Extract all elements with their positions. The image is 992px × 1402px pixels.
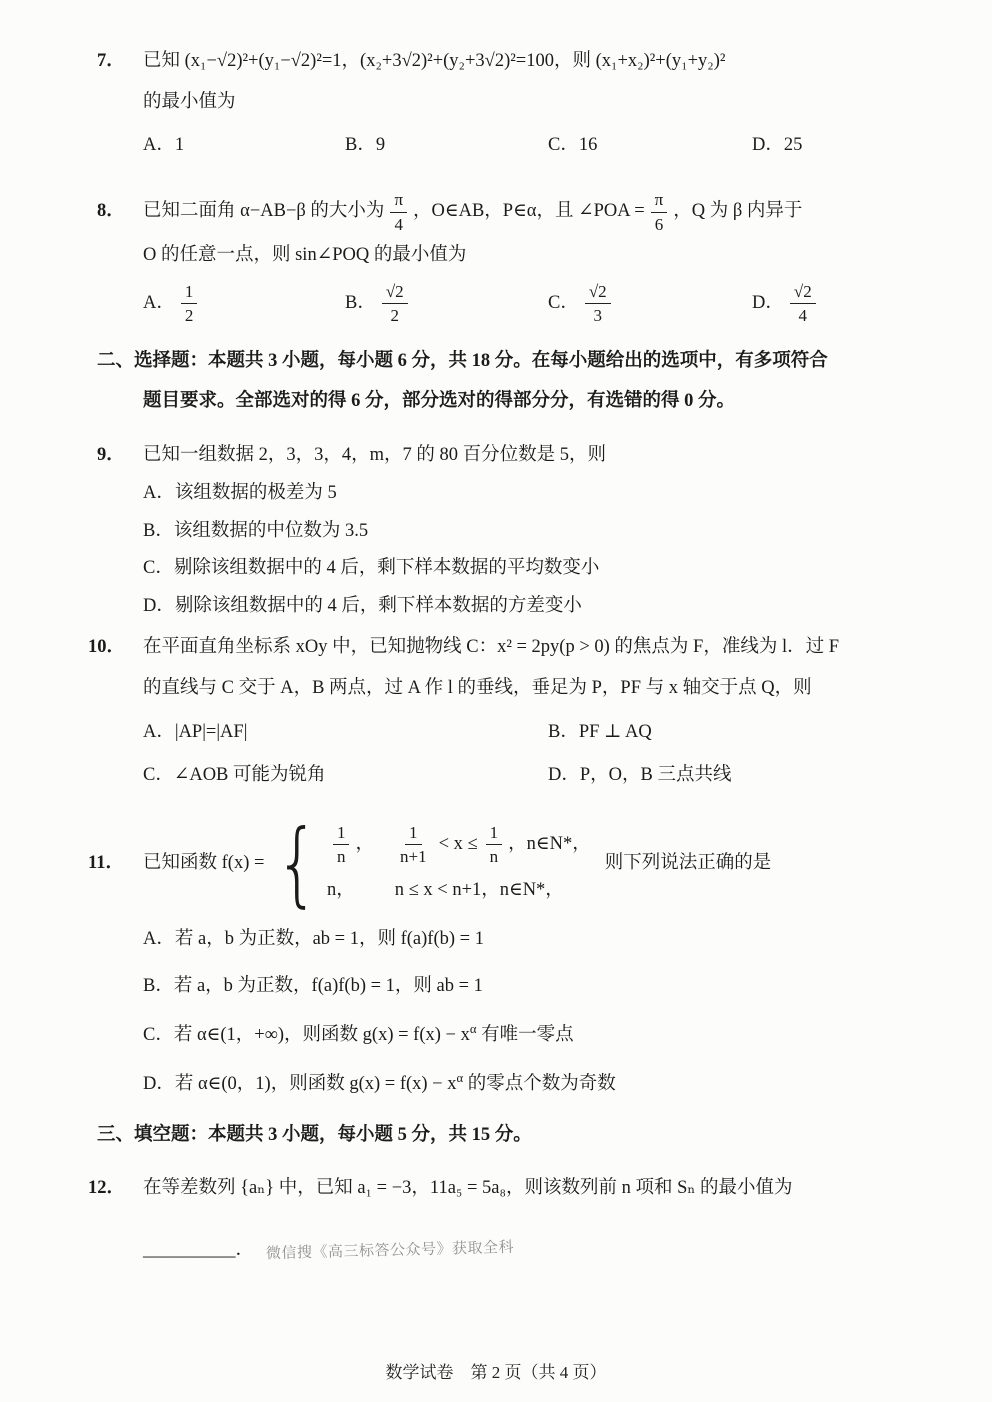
question-7-option-a: A．1	[143, 134, 185, 155]
question-7	[97, 48, 927, 159]
fraction-1-over-n-2: $\frac{1}{n}$	[486, 823, 503, 867]
question-9-number: 9．	[97, 445, 125, 465]
question-11	[88, 810, 928, 1099]
question-11-intro: 已知函数 f(x) =	[143, 852, 265, 873]
question-9-option-a: A．该组数据的极差为 5	[143, 482, 337, 503]
question-8	[97, 190, 927, 326]
question-9-option-d: D．剔除该组数据中的 4 后，剩下样本数据的方差变小	[143, 596, 582, 616]
question-11-option-a: A．若 a，b 为正数，ab = 1，则 f(a)f(b) = 1	[143, 929, 484, 950]
question-8-stem-part1: 已知二面角 α−AB−β 的大小为	[143, 201, 385, 222]
page-footer: 数学试卷 第 2 页（共 4 页）	[385, 1363, 607, 1382]
question-11-after-text: 则下列说法正确的是	[604, 852, 772, 873]
question-11-option-b: B．若 a，b 为正数，f(a)f(b) = 1，则 ab = 1	[143, 976, 483, 997]
question-8-option-b: B． $\frac{√2}{2}$	[345, 282, 548, 326]
question-8-stem-part2: ，O∈AB，P∈α，且 ∠POA =	[413, 201, 645, 222]
piecewise-brace: {	[275, 810, 320, 917]
fraction-option-c: $\frac{√2}{3}$	[585, 282, 611, 326]
question-8-option-c: C． $\frac{√2}{3}$	[548, 282, 752, 326]
answer-blank: __________．	[143, 1239, 255, 1260]
fraction-pi-over-6: $\frac{\pi}{6}$	[651, 190, 668, 234]
question-10-option-a: A．|AP|=|AF|	[143, 721, 248, 742]
question-12-number: 12．	[88, 1178, 126, 1198]
piecewise-definition	[327, 823, 591, 905]
fraction-1-over-n: $\frac{1}{n}$	[333, 823, 350, 867]
question-10-option-c: C．∠AOB 可能为锐角	[143, 765, 326, 786]
fraction-option-d: $\frac{√2}{4}$	[790, 282, 816, 326]
question-9	[97, 442, 927, 621]
question-8-option-a: A． $\frac{1}{2}$	[143, 282, 345, 326]
fraction-1-over-n-plus-1: $\frac{1}{n+1}$	[399, 822, 427, 867]
question-8-stem-part3: ，Q 为 β 内异于	[673, 201, 803, 222]
question-10-stem-line1: 在平面直角坐标系 xOy 中，已知抛物线 C：x² = 2py(p > 0) 的焦点为 F，准线为 l．过 F	[143, 637, 840, 657]
watermark-text: 微信搜《高三标答公众号》获取全科	[265, 1239, 515, 1262]
section-3-header-line1: 三、填空题：本题共 3 小题，每小题 5 分，共 15 分。	[97, 1125, 532, 1145]
question-11-option-c: C．若 α∈(1，+∞)，则函数 $g(x) = f(x) - x^\alpha$ 有唯一零点	[143, 1021, 574, 1046]
question-9-option-b: B．该组数据的中位数为 3.5	[143, 520, 369, 541]
question-8-stem-line2: O 的任意一点，则 sin∠POQ 的最小值为	[143, 245, 467, 266]
question-12-stem: 在等差数列 {aₙ} 中，已知 a₁ = −3，11a₅ = 5a₈，则该数列前 n 项和 Sₙ 的最小值为	[143, 1178, 793, 1198]
alpha-superscript: α	[456, 1070, 464, 1085]
question-9-stem: 已知一组数据 2，3，3，4，m，7 的 80 百分位数是 5，则	[143, 445, 607, 465]
question-10-stem-line2: 的直线与 C 交于 A，B 两点，过 A 作 l 的垂线，垂足为 P，PF 与 x 轴交于点 Q，则	[143, 677, 812, 698]
alpha-superscript: α	[469, 1021, 477, 1036]
piecewise-case-1: $\frac{1}{n}$ ， $\frac{1}{n+1}$ < x ≤ $\frac{1}{n}$ ，n∈N*，	[327, 823, 591, 867]
section-2-header-line1: 二、选择题：本题共 3 小题，每小题 6 分，共 18 分。在每小题给出的选项中，有多项符合	[97, 351, 828, 371]
question-10-number: 10．	[88, 637, 126, 657]
question-11-number: 11．	[88, 852, 124, 873]
question-10-option-b: B．PF ⊥ AQ	[548, 721, 652, 742]
question-10-option-d: D．P，O，B 三点共线	[548, 765, 732, 786]
question-7-option-b: B．9	[345, 134, 386, 155]
question-7-stem-line2: 的最小值为	[143, 91, 236, 112]
question-11-option-d: D．若 α∈(0，1)，则函数 $g(x) = f(x) - x^\alpha$ 的零点个数为奇数	[143, 1070, 616, 1094]
question-7-number: 7．	[97, 51, 125, 71]
question-8-number: 8．	[97, 201, 125, 222]
section-3-header	[97, 1122, 927, 1150]
fraction-pi-over-4: $\frac{\pi}{4}$	[390, 190, 407, 234]
question-7-stem-line1: 已知 (x₁−√2)²+(y₁−√2)²=1，(x₂+3√2)²+(y₂+3√2)²=100，则 (x₁+x₂)²+(y₁+y₂)²	[143, 51, 726, 71]
section-2-header-line2: 题目要求。全部选对的得 6 分，部分选对的得部分分，有选错的得 0 分。	[143, 390, 736, 411]
fraction-option-b: $\frac{√2}{2}$	[382, 282, 408, 326]
question-7-option-d: D．25	[752, 134, 803, 155]
section-2-header	[97, 348, 927, 416]
question-12	[88, 1175, 928, 1265]
question-9-option-c: C．剔除该组数据中的 4 后，剩下样本数据的平均数变小	[143, 558, 600, 579]
fraction-option-a: $\frac{1}{2}$	[181, 282, 198, 326]
piecewise-case-2: n， n ≤ x < n+1，n∈N*，	[326, 879, 564, 900]
question-8-option-d: D． $\frac{√2}{4}$	[752, 282, 822, 326]
question-7-option-c: C．16	[548, 134, 598, 155]
question-10	[88, 634, 928, 790]
